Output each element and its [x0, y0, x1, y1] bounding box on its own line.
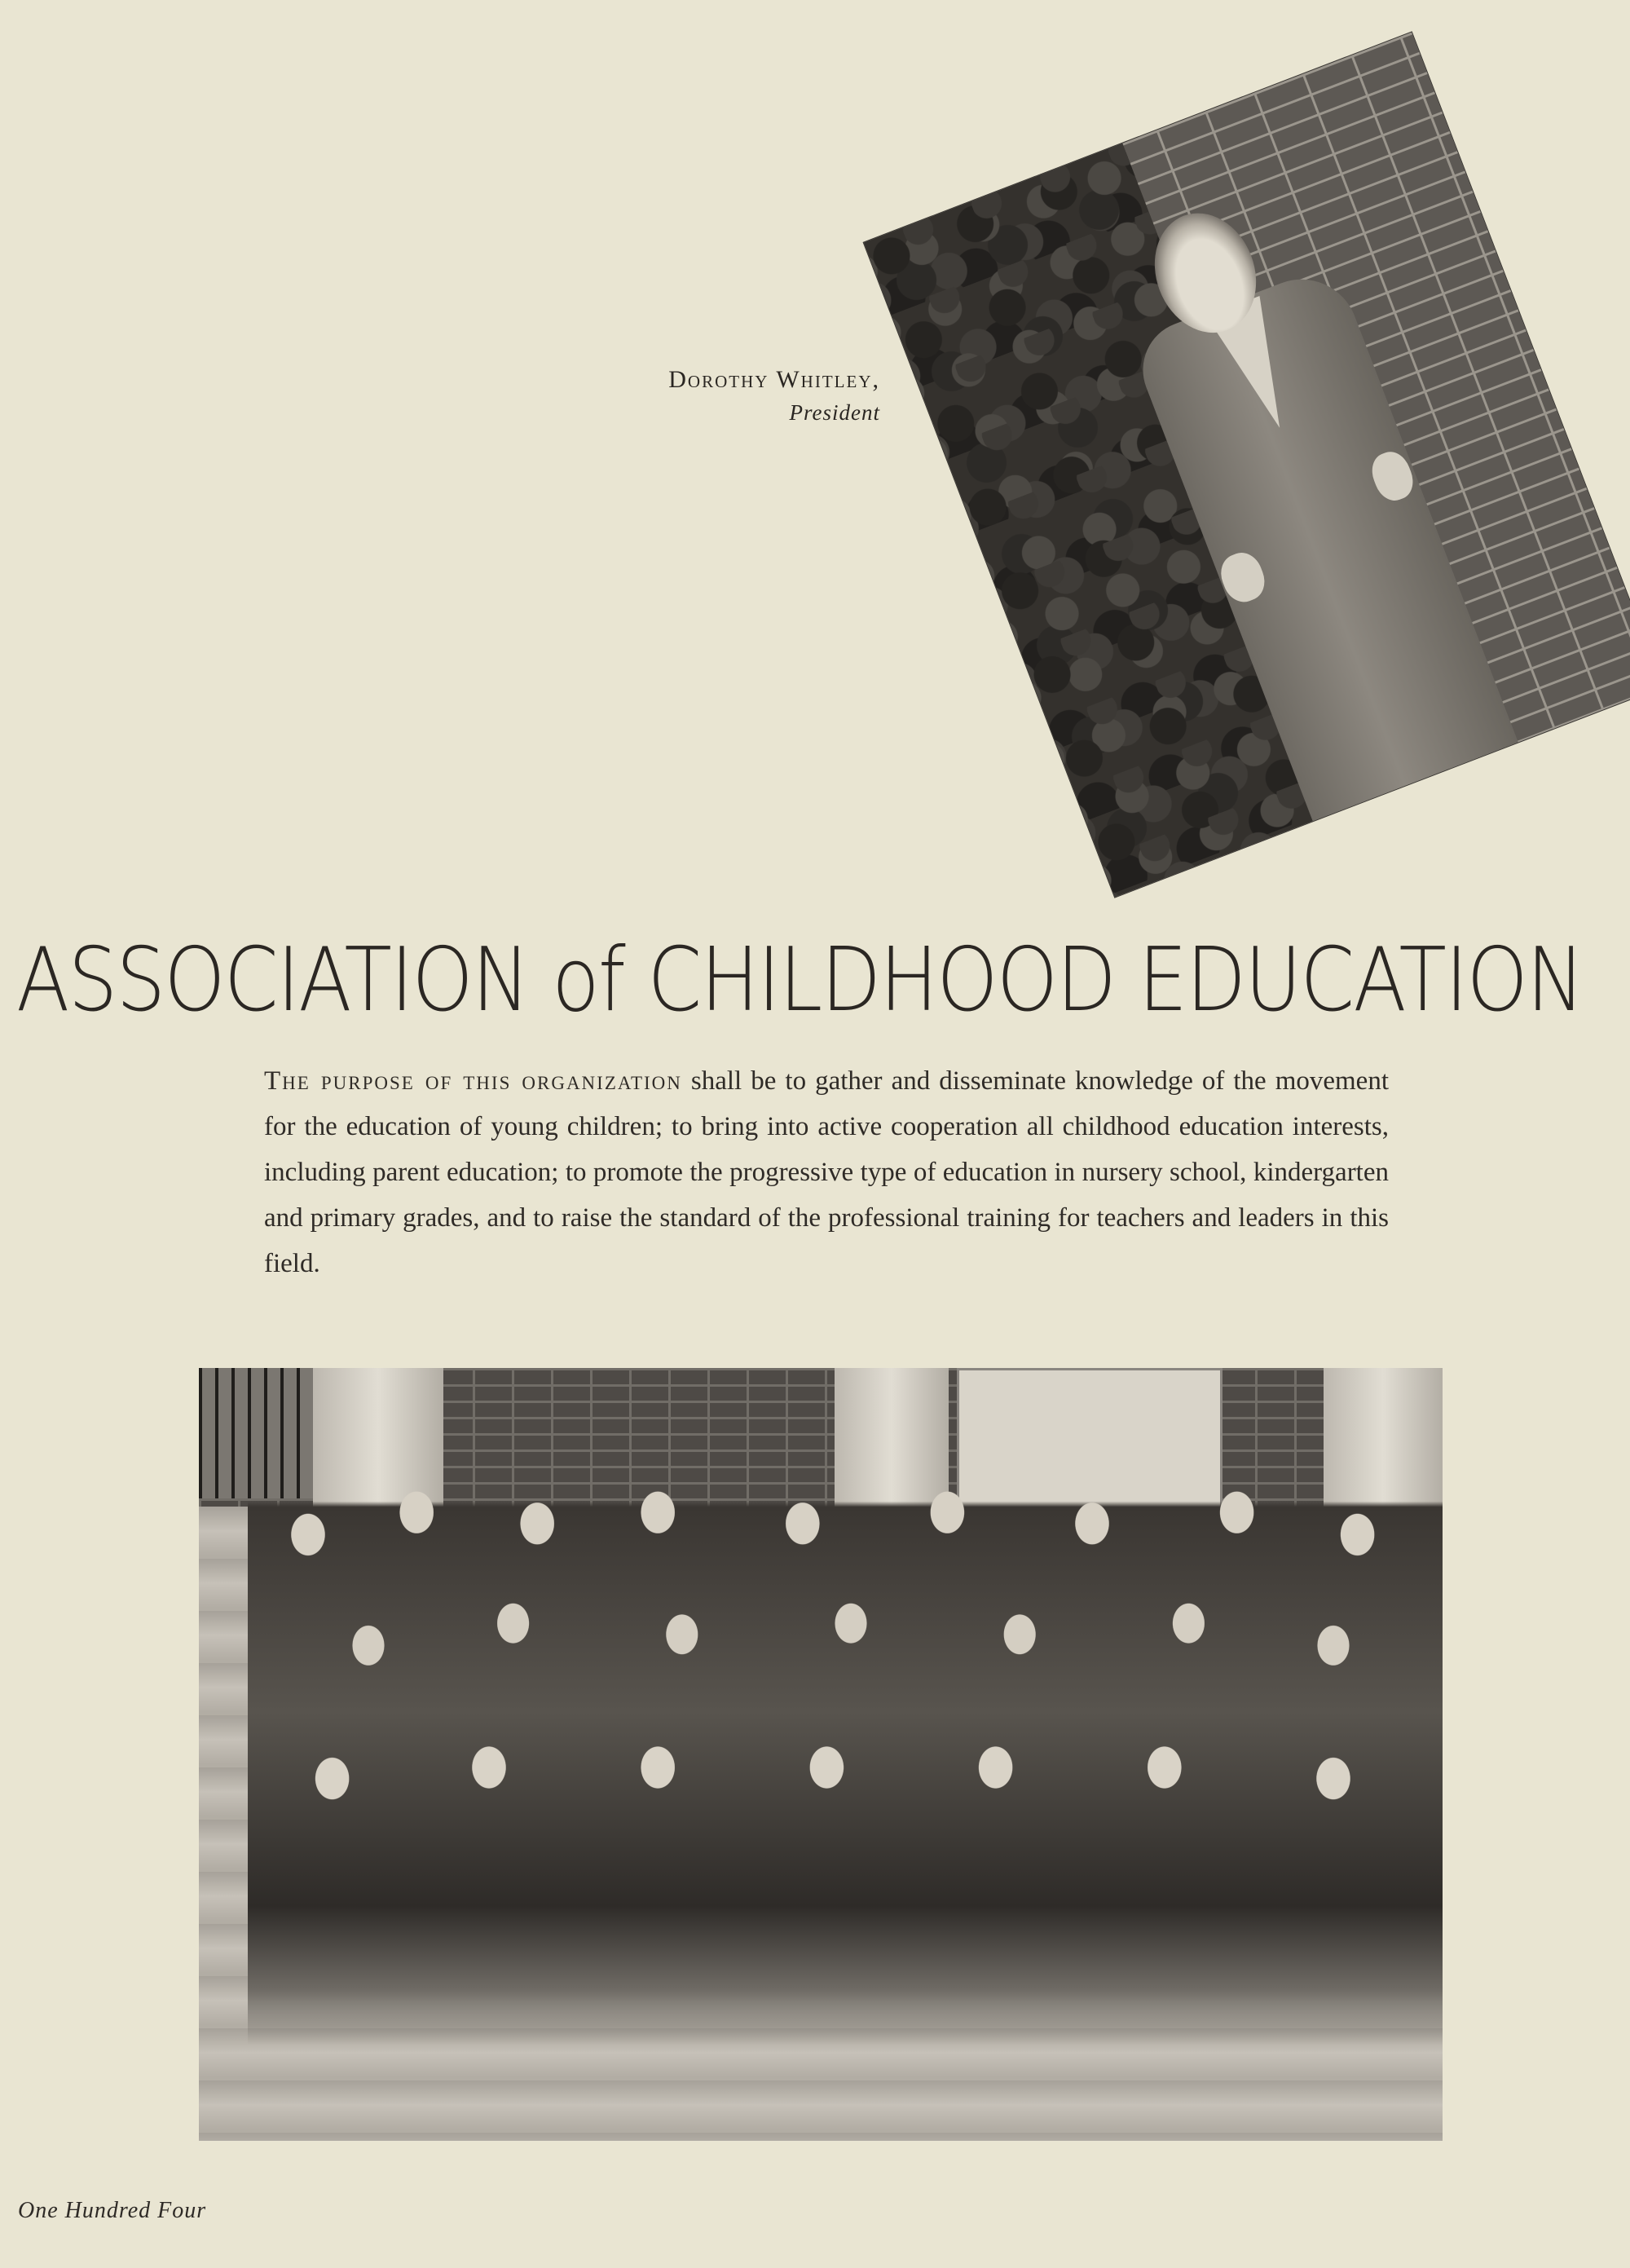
- president-portrait-photo: [970, 114, 1557, 815]
- group-members: [248, 1490, 1443, 2045]
- purpose-lead: The purpose of this organization: [264, 1066, 682, 1096]
- portrait-caption: [570, 364, 880, 429]
- column: [835, 1368, 949, 1507]
- iron-gate: [199, 1368, 313, 1498]
- purpose-text: shall be to gather and disseminate knowledge of the movement for the education of young children; to bring into active cooperation all childhood education interests, including parent education; to promote the progressive type of education in nursery school, kindergarten and primary grades, and to raise the standard of the professional training for teachers and leaders in this field.: [264, 1066, 1390, 1278]
- page-number: One Hundred Four: [18, 2198, 207, 2223]
- purpose-paragraph: [264, 1058, 1389, 1286]
- page-title: ASSOCIATION of CHILDHOOD EDUCATION: [16, 929, 1584, 1031]
- column: [313, 1368, 443, 1507]
- portrait-frame: [864, 33, 1630, 898]
- group-photo: [199, 1368, 1443, 2141]
- column: [1324, 1368, 1443, 1507]
- president-name: Dorothy Whitley,: [668, 366, 880, 393]
- president-role: President: [789, 400, 880, 425]
